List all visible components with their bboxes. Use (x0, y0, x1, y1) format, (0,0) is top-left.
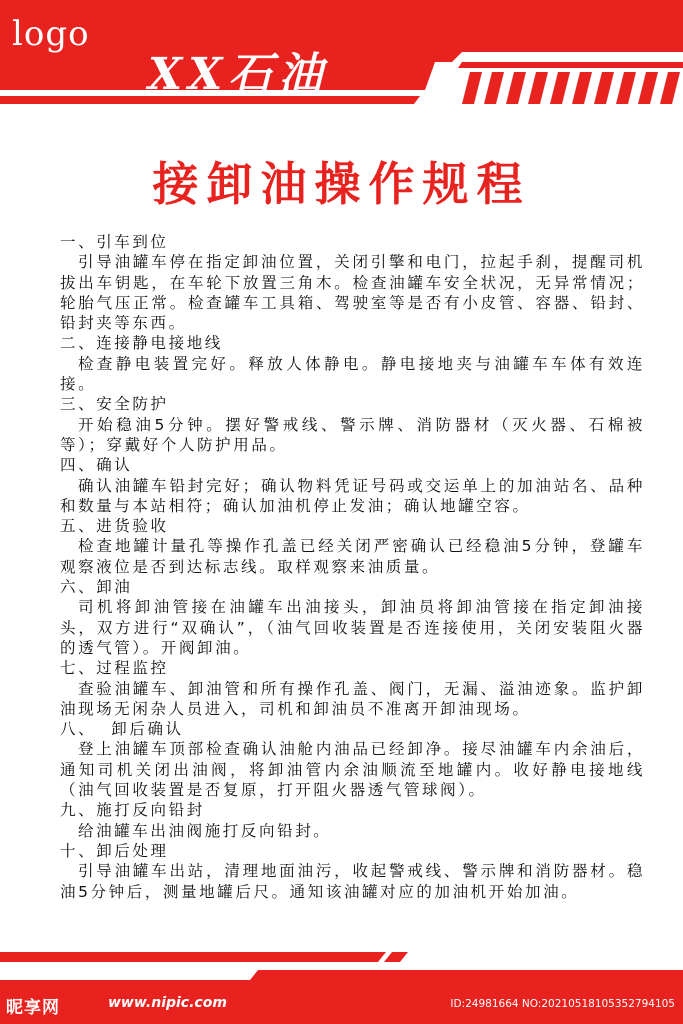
section-heading: 五、进货验收 (60, 517, 169, 536)
watermark-id: ID:24981664 NO:20210518105352794105 (450, 998, 675, 1010)
section-10 (60, 841, 645, 902)
section-heading: 九、施打反向铅封 (60, 801, 205, 820)
section-body: 开始稳油5分钟。摆好警戒线、警示牌、消防器材（灭火器、石棉被等）；穿戴好个人防护用品。 (60, 415, 645, 454)
section-4 (60, 455, 645, 516)
page-title: 接卸油操作规程 (152, 157, 531, 211)
company-name: XX石油 (148, 49, 329, 100)
section-body: 确认油罐车铅封完好；确认物料凭证号码或交运单上的加油站名、品种和数量与本站相符；确认加油机停止发油；确认地罐空容。 (60, 476, 645, 515)
section-7 (60, 658, 645, 719)
section-8 (60, 719, 645, 800)
section-6 (60, 577, 645, 658)
logo-text: logo (12, 14, 90, 54)
section-heading: 一、引车到位 (60, 233, 169, 251)
section-heading: 三、安全防护 (60, 395, 169, 414)
section-1 (60, 232, 645, 333)
section-body: 登上油罐车顶部检查确认油舱内油品已经卸净。接尽油罐车内余油后，通知司机关闭出油阀，将卸油管内余油顺流至地罐内。收好静电接地线（油气回收装置是否复原，打开阻火器透气管球阀）。 (60, 740, 645, 800)
section-heading: 十、卸后处理 (60, 841, 169, 860)
section-2 (60, 333, 645, 394)
procedure-content (60, 232, 645, 902)
section-5 (60, 516, 645, 577)
section-heading: 七、过程监控 (60, 659, 169, 678)
section-body: 检查地罐计量孔等操作孔盖已经关闭严密确认已经稳油5分钟，登罐车观察液位是否到达标志线。取样观察来油质量。 (60, 537, 645, 576)
watermark-brand: 昵享网 (6, 998, 60, 1018)
header-banner (0, 0, 683, 110)
section-body: 引导油罐车出站，清理地面油污，收起警戒线、警示牌和消防器材。稳油5分钟后，测量地罐后尺。通知该油罐对应的加油机开始加油。 (60, 862, 645, 901)
section-body: 查验油罐车、卸油管和所有操作孔盖、阀门，无漏、溢油迹象。监护卸油现场无闲杂人员进入，司机和卸油员不准离开卸油现场。 (60, 679, 645, 718)
section-body: 引导油罐车停在指定卸油位置，关闭引擎和电门，拉起手刹，提醒司机拔出车钥匙，在车轮下放置三角木。检查油罐车安全状况，无异常情况；轮胎气压正常。检查罐车工具箱、驾驶室等是否有小皮管、容器、铅封、铅封夹等东西。 (60, 253, 645, 333)
section-body: 司机将卸油管接在油罐车出油接头，卸油员将卸油管接在指定卸油接头，双方进行“双确认”，（油气回收装置是否连接使用，关闭安装阻火器的透气管）。开阀卸油。 (60, 598, 645, 657)
section-heading: 六、卸油 (60, 578, 133, 597)
section-heading: 八、 卸后确认 (60, 720, 184, 739)
section-heading: 四、确认 (60, 456, 133, 475)
footer-banner (0, 950, 683, 1024)
watermark-url: www.nipic.com (108, 995, 227, 1011)
section-body: 检查静电装置完好。释放人体静电。静电接地夹与油罐车车体有效连接。 (60, 354, 645, 394)
section-3 (60, 394, 645, 455)
section-heading: 二、连接静电接地线 (60, 334, 223, 353)
section-9 (60, 800, 645, 841)
section-body: 给油罐车出油阀施打反向铅封。 (78, 821, 332, 840)
